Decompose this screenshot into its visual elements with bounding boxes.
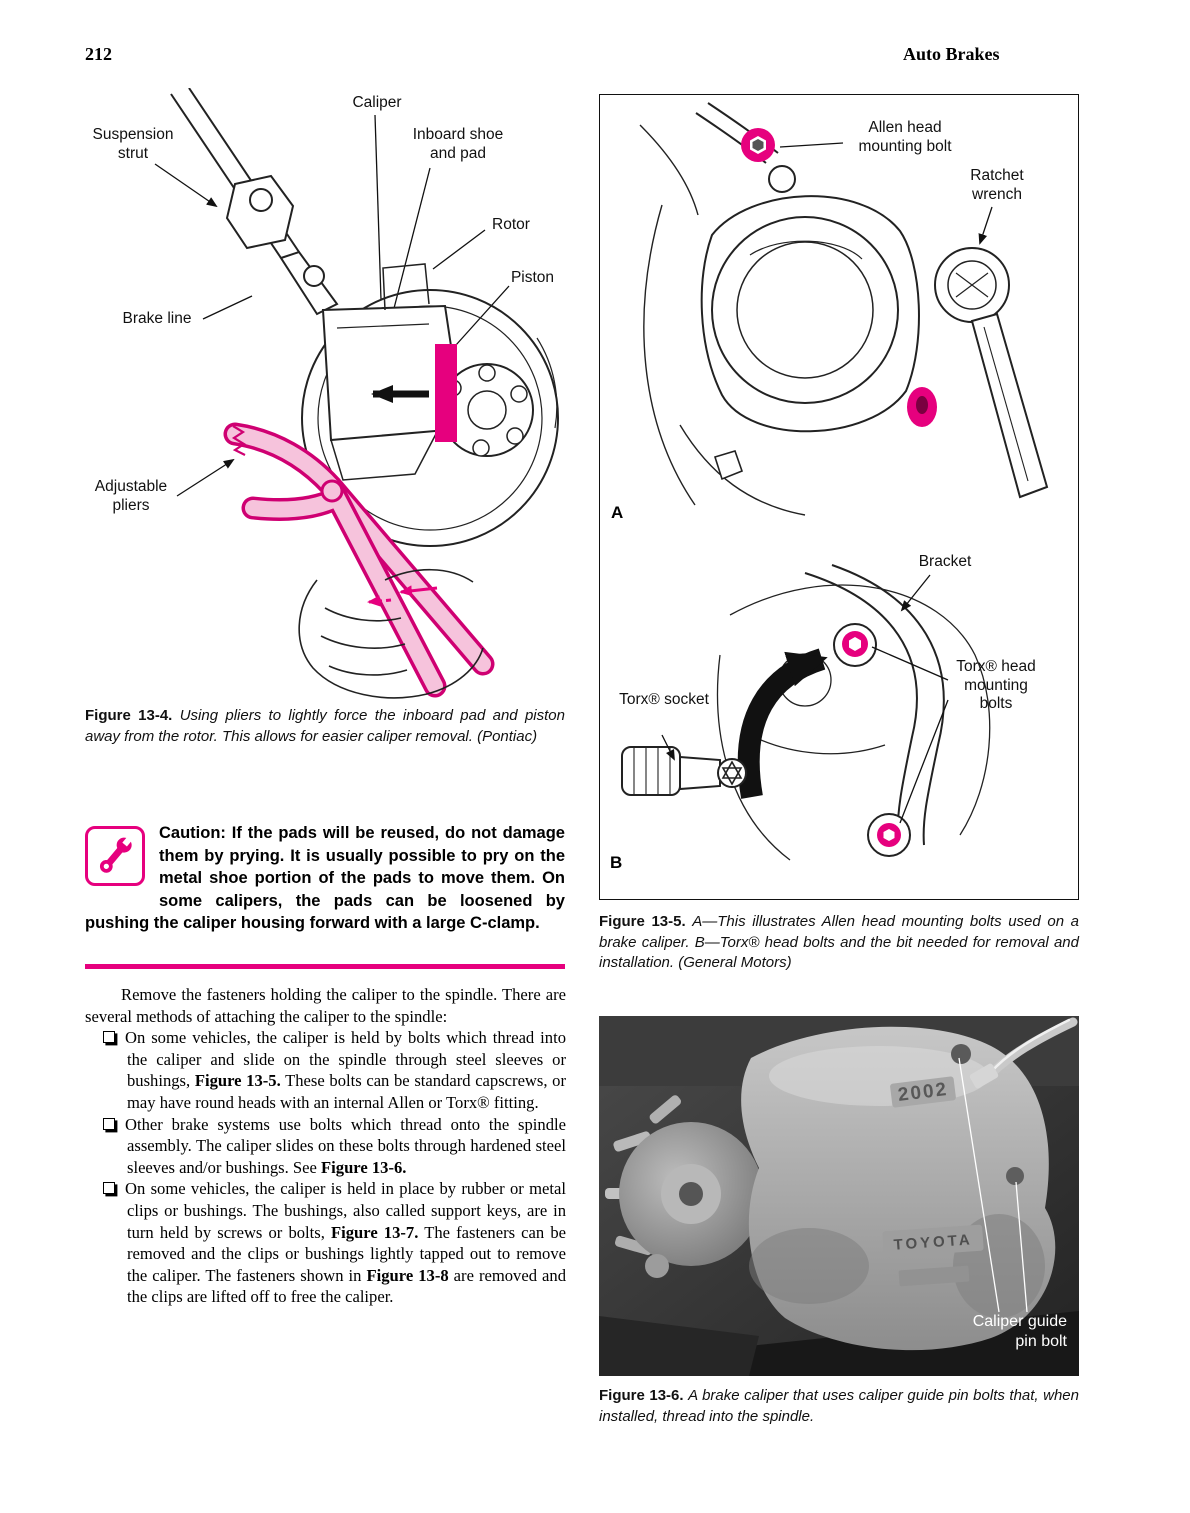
caption-label: Figure 13-6.	[599, 1387, 684, 1404]
list-item-text: Other brake systems use bolts which thread onto the spindle assembly. The caliper slides on these bolts through hardened steel sleeves and/or bushings. See Figure 13-6.	[125, 1114, 566, 1177]
label-ratchet-wrench: Ratchet wrench	[970, 167, 1024, 203]
section-divider	[85, 964, 565, 969]
figure-13-4-art	[85, 88, 565, 702]
wrench-icon	[91, 832, 139, 880]
figure-13-5-drawing	[600, 95, 1077, 898]
caliper-photo	[741, 1027, 1055, 1350]
caution-note	[85, 822, 565, 935]
caption-text: A—This illustrates Allen head mounting bolts used on a brake caliper. B—Torx® head bolts and the bit needed for removal and installation. (General Motors)	[599, 913, 1079, 971]
label-caliper: Caliper	[352, 94, 402, 111]
caption-text: A brake caliper that uses caliper guide pin bolts that, when installed, thread into the spindle.	[599, 1387, 1079, 1425]
caption-label: Figure 13-4.	[85, 707, 173, 724]
stamp-year: 2002	[896, 1079, 950, 1106]
label-brake-line: Brake line	[122, 310, 192, 327]
caption-label: Figure 13-5.	[599, 913, 686, 930]
label-bracket: Bracket	[918, 553, 972, 570]
figure-13-6-caption	[599, 1386, 1079, 1427]
label-suspension-strut: Suspension strut	[92, 126, 174, 162]
bullet-square	[103, 1182, 115, 1194]
bullet-square	[103, 1118, 115, 1130]
figure-13-4-caption	[85, 706, 565, 747]
figure-13-4-drawing	[85, 88, 565, 702]
caution-badge	[85, 826, 145, 886]
running-header-title: Auto Brakes	[903, 44, 1000, 64]
lower-bolt-highlight	[907, 387, 937, 427]
bullet-square	[103, 1031, 115, 1043]
list-item	[85, 1178, 566, 1308]
label-caliper-guide-pin-bolt: Caliper guide pin bolt	[972, 1313, 1067, 1350]
figure-13-5-art	[599, 94, 1079, 900]
figure-13-6-photo	[599, 1016, 1079, 1376]
panel-letter-b: B	[610, 853, 623, 872]
label-torx-socket: Torx® socket	[619, 691, 709, 708]
list-item-text: On some vehicles, the caliper is held by bolts which thread into the caliper and slide on the spindle through steel sleeves or bushings, Figure 13-5. These bolts can be standard capscrews, or may have round heads with an internal Allen or Torx® fitting.	[125, 1028, 567, 1112]
list-item	[85, 1027, 566, 1113]
torx-socket-drawing	[622, 747, 746, 795]
install-direction-arrow	[749, 659, 822, 797]
page-number: 212	[85, 44, 112, 64]
caution-text: Caution: If the pads will be reused, do not damage them by prying. It is usually possible to pry on the metal shoe portion of the pads to move them. On some calipers, the pads can be loosened by pushing the caliper housing forward with a large C-clamp.	[85, 824, 565, 932]
list-item-text: On some vehicles, the caliper is held in place by rubber or metal clips or bushings. The bushings, also called support keys, are in turn held by screws or bolts, Figure 13-7. The fasteners can be removed and the clips or bushings lightly tapped out to remove the caliper. The fasteners shown in Figure 13-8 are removed and the clips are lifted off to free the caliper.	[125, 1179, 566, 1307]
label-allen-head-bolt: Allen head mounting bolt	[858, 119, 952, 155]
body-text	[85, 984, 566, 1308]
ratchet-wrench-drawing	[935, 248, 1047, 497]
label-piston: Piston	[510, 269, 555, 286]
caption-text: Using pliers to lightly force the inboard pad and piston away from the rotor. This allows for easier caliper removal. (Pontiac)	[85, 707, 565, 745]
label-torx-head-bolts: Torx® head mounting bolts	[956, 658, 1036, 712]
panel-a-drawing	[640, 103, 1047, 515]
allen-bolt-highlight	[741, 128, 775, 162]
label-inboard-shoe: Inboard shoe and pad	[412, 126, 504, 162]
panel-b-drawing	[622, 565, 990, 860]
intro-paragraph: Remove the fasteners holding the caliper to the spindle. There are several methods of attaching the caliper to the spindle:	[85, 985, 566, 1026]
list-item	[85, 1114, 566, 1179]
stamp-brand: TOYOTA	[893, 1231, 974, 1254]
label-adjustable-pliers: Adjustable pliers	[94, 478, 168, 514]
panel-letter-a: A	[611, 503, 624, 522]
label-rotor: Rotor	[492, 216, 530, 233]
suspension-strut-drawing	[171, 88, 349, 333]
figure-13-5-caption	[599, 912, 1079, 974]
piston-highlight	[435, 344, 457, 442]
